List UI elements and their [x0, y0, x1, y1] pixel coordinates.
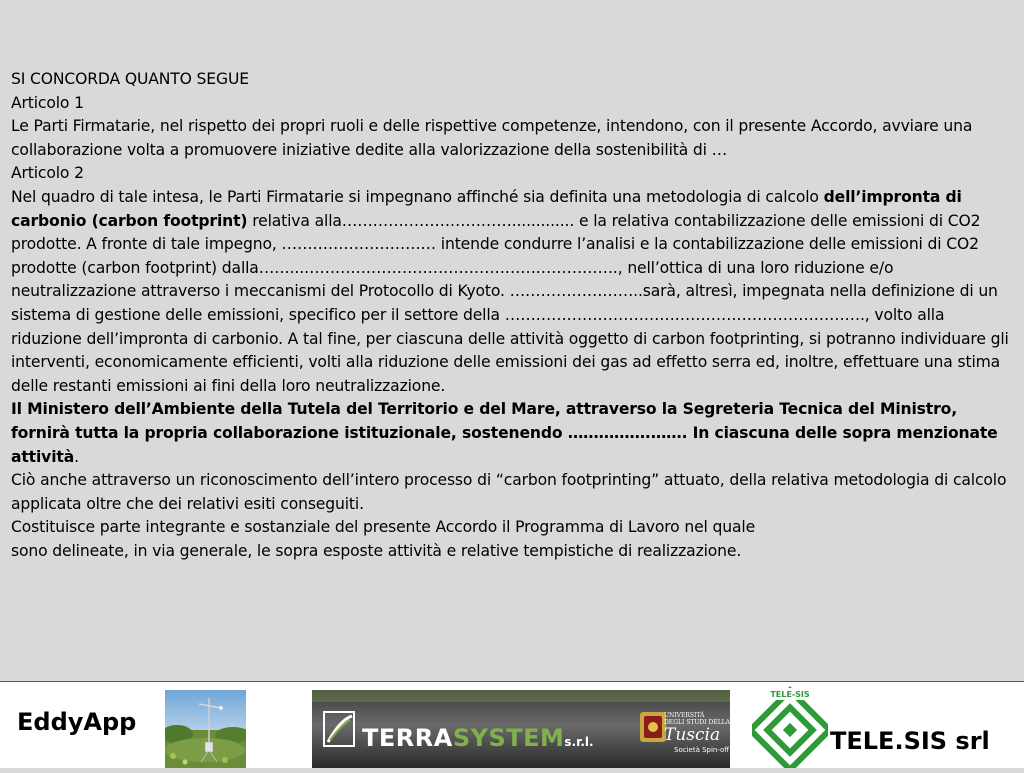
telesis-label: TELE.SIS srl — [830, 727, 990, 755]
telesis-logo — [752, 686, 828, 768]
text-segment: Nel quadro di tale intesa, le Parti Firmatarie si impegnano affinché sia definita una metodologia di calcolo — [11, 187, 824, 206]
text-segment: Ciò anche attraverso un riconoscimento dell’intero processo di “carbon footprinting” attuato, della relativa metodologia di calcolo applicata oltre che dei relativi esiti conseguiti. — [11, 471, 1007, 513]
document-paragraph — [11, 68, 1015, 92]
document-paragraph — [11, 516, 1015, 540]
tuscia-name: Tuscia — [664, 725, 721, 745]
document-body — [11, 68, 1015, 563]
document-paragraph — [11, 398, 1015, 469]
text-segment: Le Parti Firmatarie, nel rispetto dei propri ruoli e delle rispettive competenze, intendono, con il presente Accordo, avviare una collaborazione volta a promuovere iniziative dedite alla valorizzazione della sostenibilità di … — [11, 117, 973, 159]
document-paragraph — [11, 540, 1015, 564]
eddyapp-label: EddyApp — [17, 708, 137, 736]
document-paragraph — [11, 186, 1015, 398]
bold-text-segment: dell’impronta di carbonio (carbon footprint) — [11, 187, 962, 230]
document-paragraph — [11, 92, 1015, 116]
terrasystem-suffix: s.r.l. — [564, 735, 594, 749]
terrasystem-wordmark — [362, 724, 594, 752]
text-segment: . — [74, 447, 79, 466]
telesis-logo-text: TELE-SIS — [770, 690, 810, 699]
text-segment: Articolo 2 — [11, 164, 84, 183]
document-paragraph — [11, 469, 1015, 516]
text-segment: relativa alla……………………………............. e la relativa contabilizzazione delle emissioni di CO2 prodotte. A fronte di tale impegno, ………………………… intende condurre l’analisi e la contabilizzazione delle emissioni di CO2 prodotte (carbon footprint) dalla……...……………………………………………………., nell’ottica di una loro riduzione e/o neutralizzazione attraverso i meccanismi del Protocollo di Kyoto. ……………………..sarà, altresì, impegnata nella definizione di un sistema di gestione delle emissioni, specifico per il settore della ……………………………………………………………., volto alla riduzione dell’impronta di carbonio. A tal fine, per ciascuna delle attività oggetto di carbon footprinting, si potranno individuare gli interventi, economicamente efficienti, volti alla riduzione delle emissioni dei gas ad effetto serra ed, inoltre, effettuare una stima delle restanti emissioni ai fini della loro neutralizzazione. — [11, 211, 1009, 395]
bold-text-segment: Il Ministero dell’Ambiente della Tutela del Territorio e del Mare, attraverso la Segreteria Tecnica del Ministro, fornirà tutta la propria collaborazione istituzionale, sostenendo …………….……. In ciascuna delle sopra menzionate attività — [11, 400, 998, 466]
terrasystem-word-terra: TERRA — [362, 724, 453, 752]
tuscia-spinoff: Società Spin-off — [674, 746, 730, 754]
document-paragraph — [11, 162, 1015, 186]
document-paragraph — [11, 115, 1015, 162]
text-segment: sono delineate, in via generale, le sopra esposte attività e relative tempistiche di realizzazione. — [11, 541, 742, 560]
text-segment: Costituisce parte integrante e sostanziale del presente Accordo il Programma di Lavoro nel quale — [11, 518, 756, 537]
text-segment: Articolo 1 — [11, 93, 84, 112]
text-segment: SI CONCORDA QUANTO SEGUE — [11, 70, 249, 88]
eddy-tower-photo — [165, 690, 246, 768]
terrasystem-word-system: SYSTEM — [452, 724, 565, 752]
tuscia-top-text: UNIVERSITÀ DEGLI STUDI DELLA — [664, 712, 730, 726]
